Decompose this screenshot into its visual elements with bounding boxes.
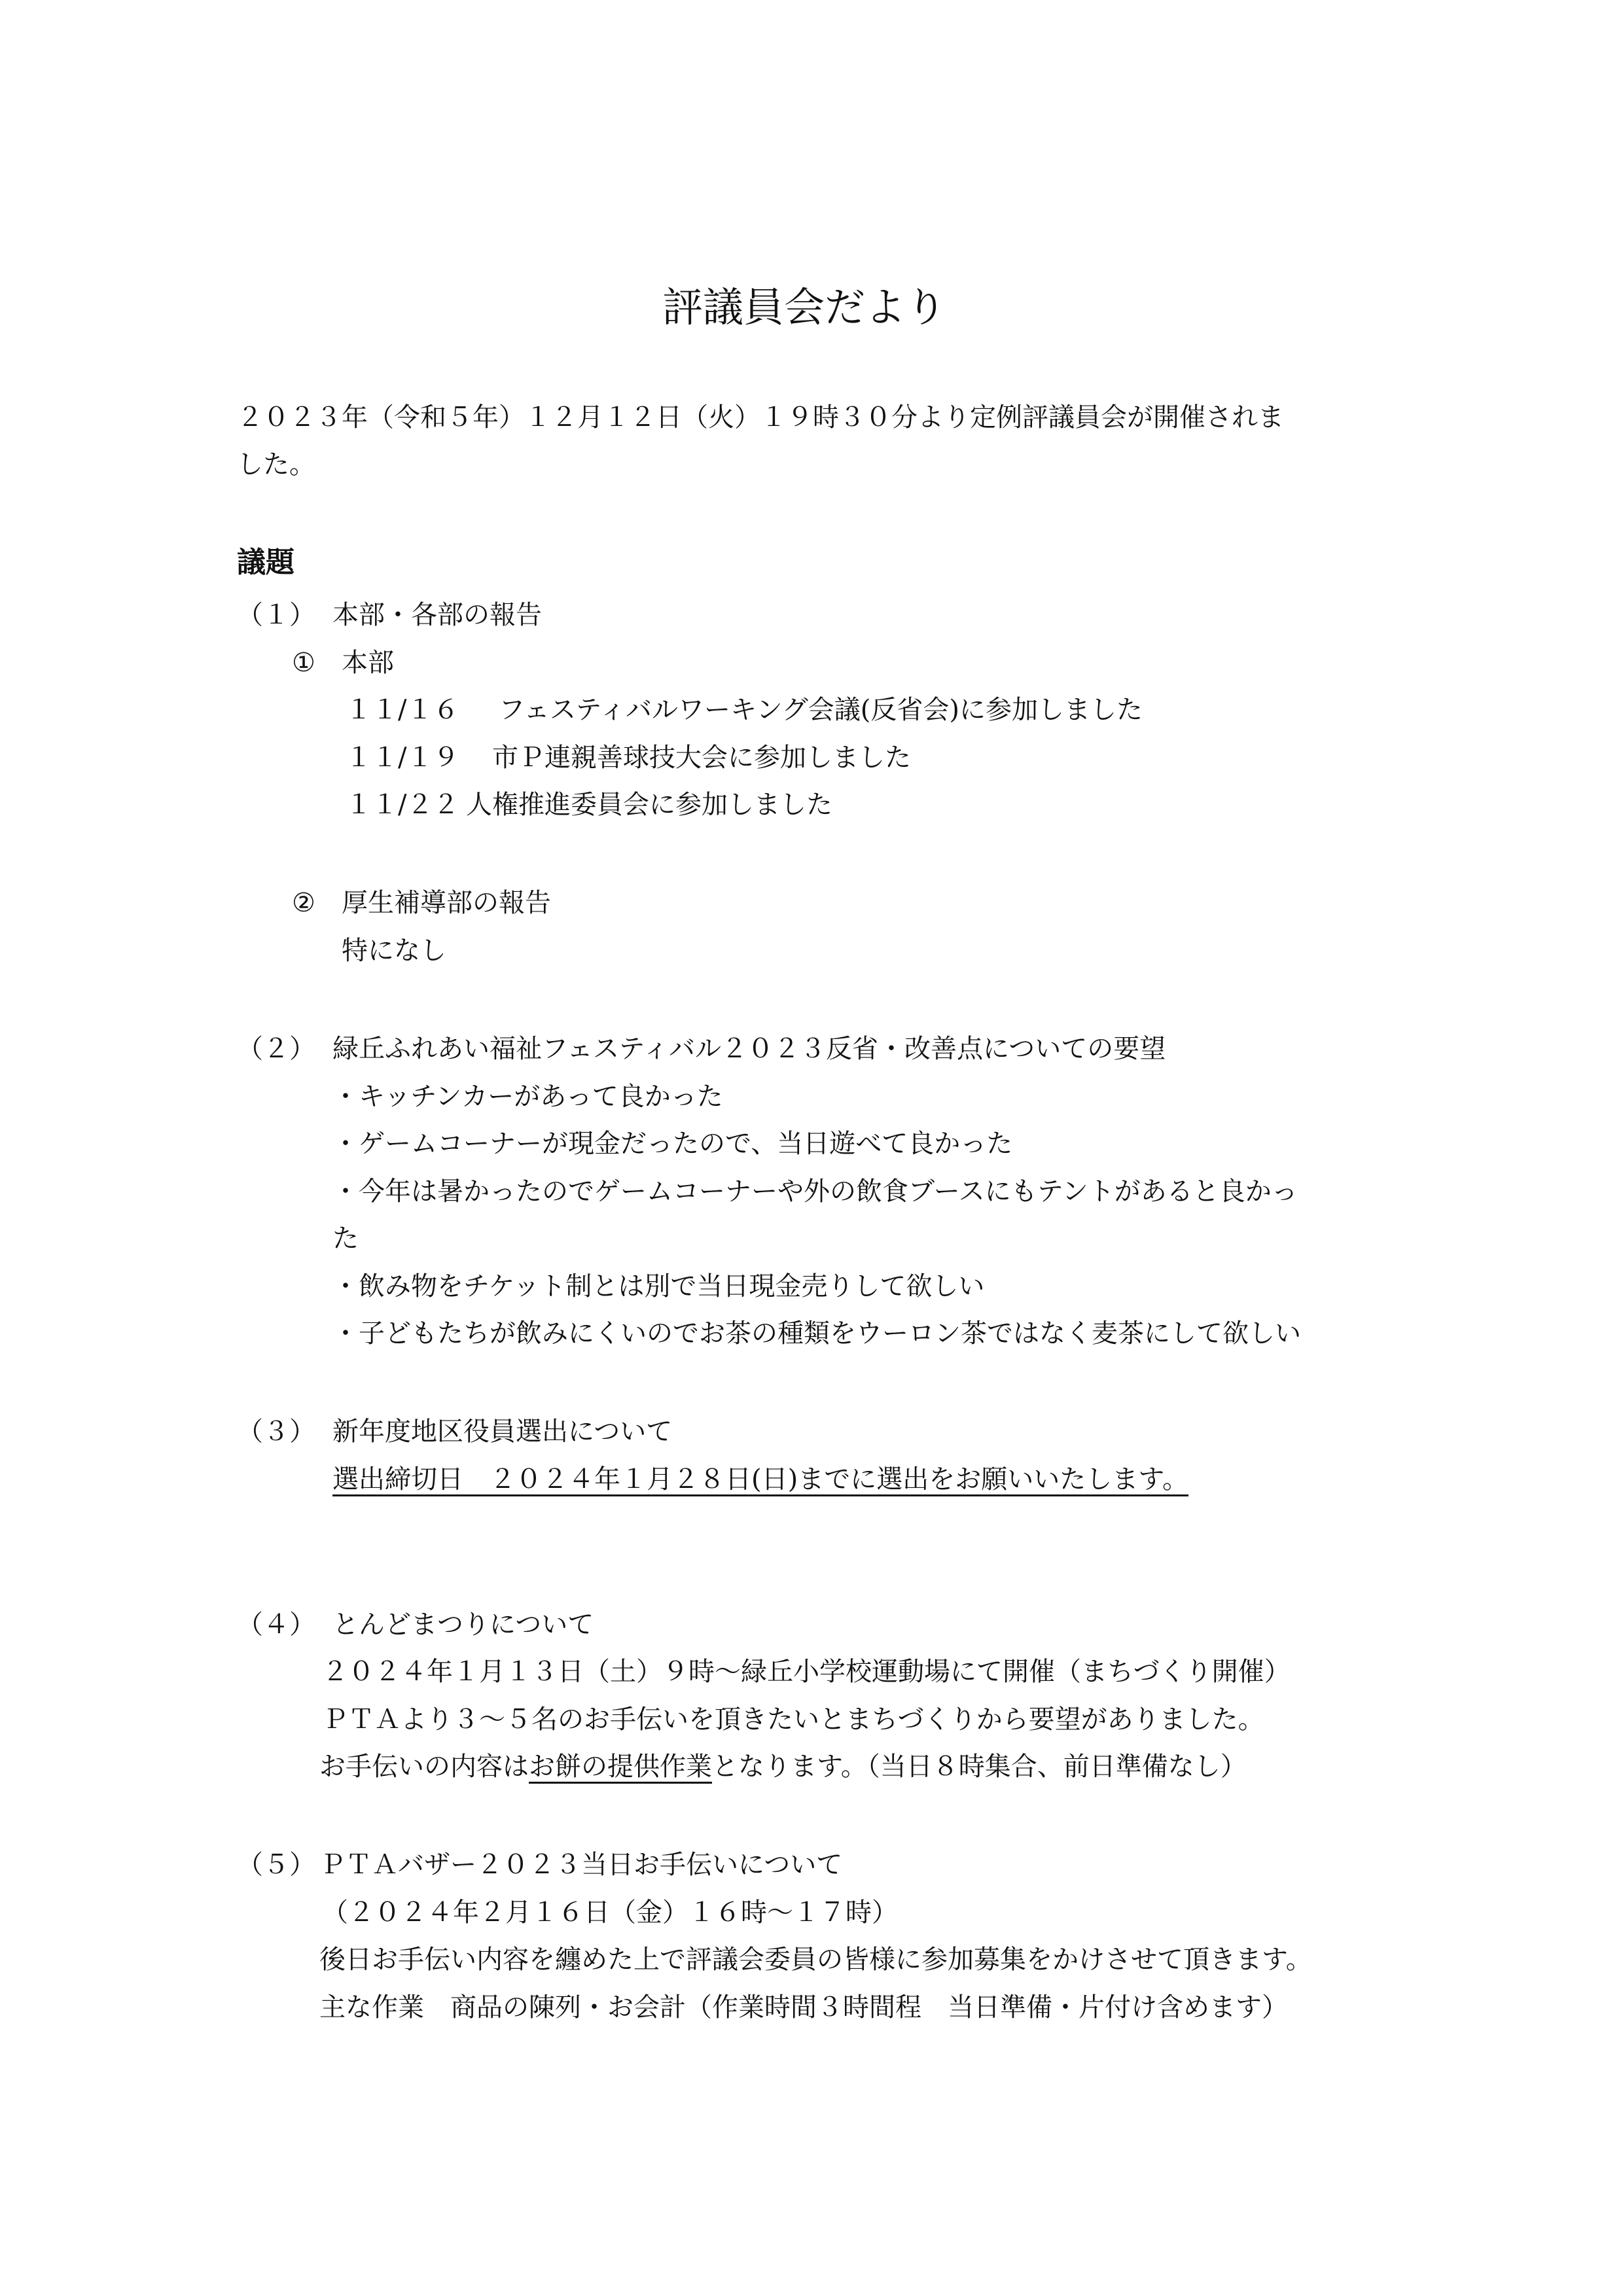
report-item-date: １１/２２	[346, 790, 459, 820]
section-1-sub2-text: 特になし	[342, 936, 446, 966]
section-2-number: （２）	[237, 1034, 315, 1064]
section-4-line-1: ２０２４年１月１３日（土）９時～緑丘小学校運動場にて開催（まちづくり開催）	[322, 1657, 1291, 1687]
section-1-sub2-title: 厚生補導部の報告	[342, 888, 551, 918]
intro-line-2: した。	[237, 450, 315, 480]
election-deadline: 選出締切日 ２０２４年１月２８日(日)までに選出をお願いいたします。	[332, 1464, 1189, 1494]
section-4-line-3-pre: お手伝いの内容は	[319, 1752, 529, 1782]
section-3-number: （３）	[237, 1417, 315, 1447]
section-4-number: （４）	[237, 1610, 315, 1640]
section-1-sub1-marker: ①	[292, 648, 315, 678]
section-4-title: とんどまつりについて	[332, 1610, 594, 1640]
section-1-title: 本部・各部の報告	[332, 600, 542, 630]
report-item-text: 人権推進委員会に参加しました	[466, 790, 832, 820]
section-5-title: ＰＴＡバザー２０２３当日お手伝いについて	[319, 1850, 843, 1880]
section-4-line-3-post: となります。（当日８時集合、前日準備なし）	[712, 1752, 1247, 1782]
section-2-title: 緑丘ふれあい福祉フェスティバル２０２３反省・改善点についての要望	[332, 1034, 1166, 1064]
report-item-text: フェスティバルワーキング会議(反省会)に参加しました	[499, 695, 1143, 725]
report-item-date: １１/１９	[346, 743, 459, 773]
section-5-line-2: 後日お手伝い内容を纏めた上で評議会委員の皆様に参加募集をかけさせて頂きます。	[319, 1945, 1312, 1975]
section-4-line-2: ＰＴＡより３～５名のお手伝いを頂きたいとまちづくりから要望がありました。	[322, 1704, 1264, 1735]
report-item-date: １１/１６	[346, 695, 459, 725]
festival-feedback-item: ・ゲームコーナーが現金だったので、当日遊べて良かった	[332, 1129, 1013, 1159]
page-title: 評議員会だより	[662, 283, 947, 331]
report-item-text: 市Ｐ連親善球技大会に参加しました	[492, 743, 911, 773]
section-3-title: 新年度地区役員選出について	[332, 1417, 673, 1447]
section-4-line-3	[319, 1748, 1247, 1785]
section-1-number: （１）	[237, 600, 315, 630]
section-5-number: （５）	[237, 1850, 315, 1880]
festival-feedback-item: ・子どもたちが飲みにくいのでお茶の種類をウーロン茶ではなく麦茶にして欲しい	[332, 1318, 1301, 1349]
section-1-sub2-marker: ②	[292, 888, 315, 918]
section-5-line-1: （２０２４年２月１６日（金）１６時～１７時）	[322, 1898, 898, 1928]
festival-feedback-item: ・飲み物をチケット制とは別で当日現金売りして欲しい	[332, 1271, 985, 1301]
section-4-line-3-underlined: お餅の提供作業	[529, 1752, 712, 1782]
festival-feedback-item: ・キッチンカーがあって良かった	[332, 1082, 723, 1112]
festival-feedback-item: ・今年は暑かったのでゲームコーナーや外の飲食ブースにもテントがあると良かっ	[332, 1176, 1298, 1207]
section-5-line-3: 主な作業 商品の陳列・お会計（作業時間３時間程 当日準備・片付け含めます）	[319, 1992, 1288, 2022]
agenda-heading: 議題	[237, 546, 294, 579]
festival-feedback-item: た	[332, 1224, 359, 1254]
section-1-sub1-title: 本部	[342, 648, 394, 678]
intro-line-1: ２０２３年（令和５年）１２月１２日（火）１９時３０分より定例評議員会が開催されま	[237, 402, 1284, 433]
